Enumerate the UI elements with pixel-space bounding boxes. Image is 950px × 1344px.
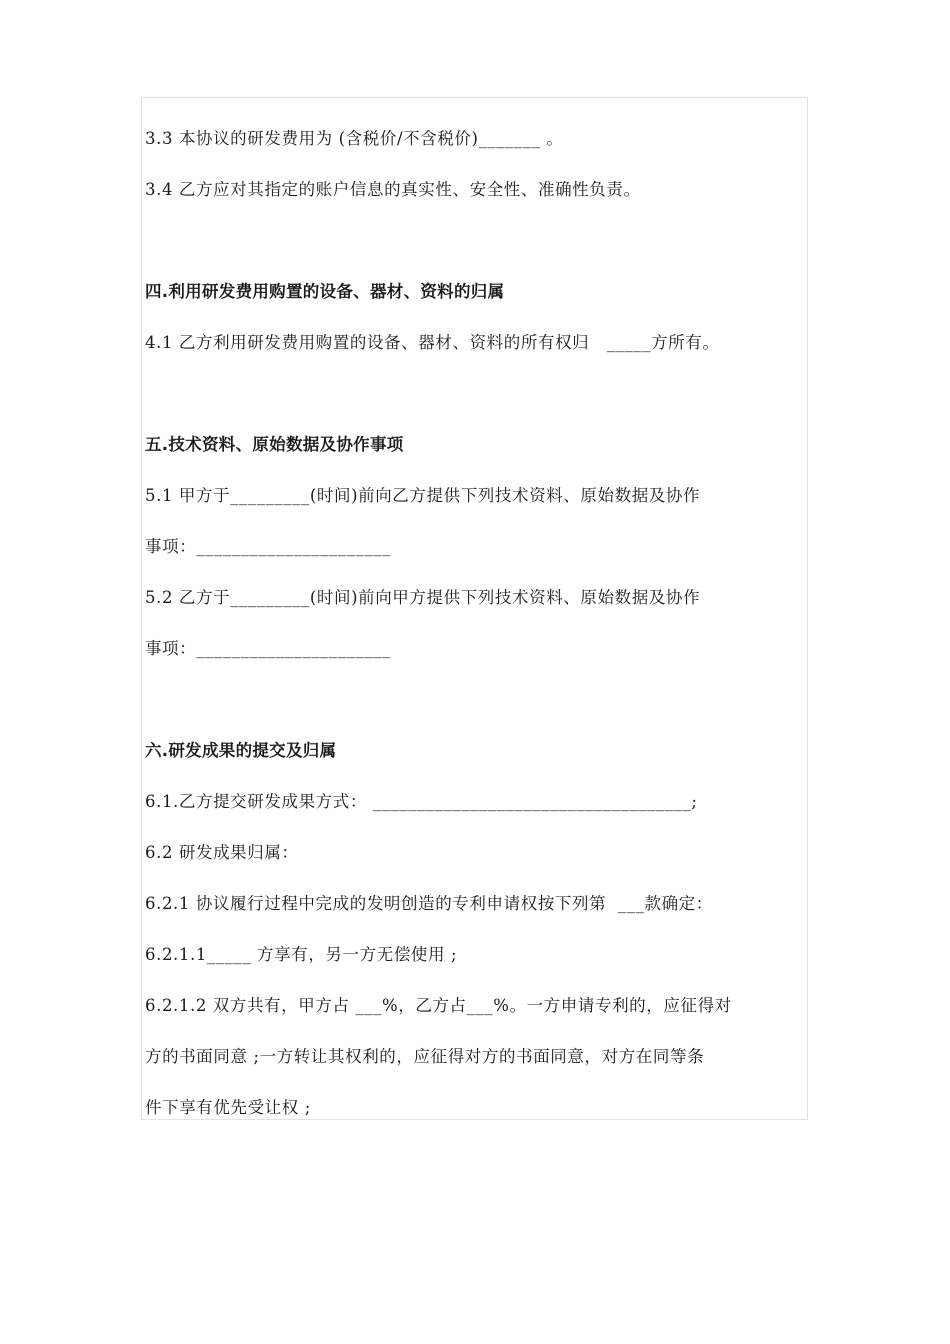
clause-5-2-continued: 事项：______________________ <box>145 639 391 658</box>
clause-6-2-1-1: 6.2.1.1_____ 方享有，另一方无偿使用 ; <box>145 945 458 964</box>
clause-4-1: 4.1 乙方利用研发费用购置的设备、器材、资料的所有权归 _____方所有。 <box>145 333 720 352</box>
section-6-heading: 六.研发成果的提交及归属 <box>145 741 337 760</box>
clause-5-1-continued: 事项：______________________ <box>145 537 391 556</box>
section-4-heading: 四.利用研发费用购置的设备、器材、资料的归属 <box>145 282 505 301</box>
clause-5-1: 5.1 甲方于_________(时间)前向乙方提供下列技术资料、原始数据及协作 <box>145 486 701 505</box>
clause-6-2-1: 6.2.1 协议履行过程中完成的发明创造的专利申请权按下列第 ___款确定： <box>145 894 713 913</box>
clause-6-2-1-2-continued: 方的书面同意 ;一方转让其权利的，应征得对方的书面同意，对方在同等条 <box>145 1047 705 1066</box>
clause-3-4: 3.4 乙方应对其指定的账户信息的真实性、安全性、准确性负责。 <box>145 180 641 199</box>
section-5-heading: 五.技术资料、原始数据及协作事项 <box>145 435 404 454</box>
clause-6-1: 6.1.乙方提交研发成果方式： ____________________________________; <box>145 792 698 811</box>
clause-3-3: 3.3 本协议的研发费用为 (含税价/不含税价)_______ 。 <box>145 129 564 148</box>
clause-6-2: 6.2 研发成果归属： <box>145 843 299 862</box>
clause-6-2-1-2-end: 件下享有优先受让权 ; <box>145 1098 311 1117</box>
clause-5-2: 5.2 乙方于_________(时间)前向甲方提供下列技术资料、原始数据及协作 <box>145 588 701 607</box>
clause-6-2-1-2: 6.2.1.2 双方共有，甲方占 ___%，乙方占___%。一方申请专利的，应征得对 <box>145 996 732 1015</box>
